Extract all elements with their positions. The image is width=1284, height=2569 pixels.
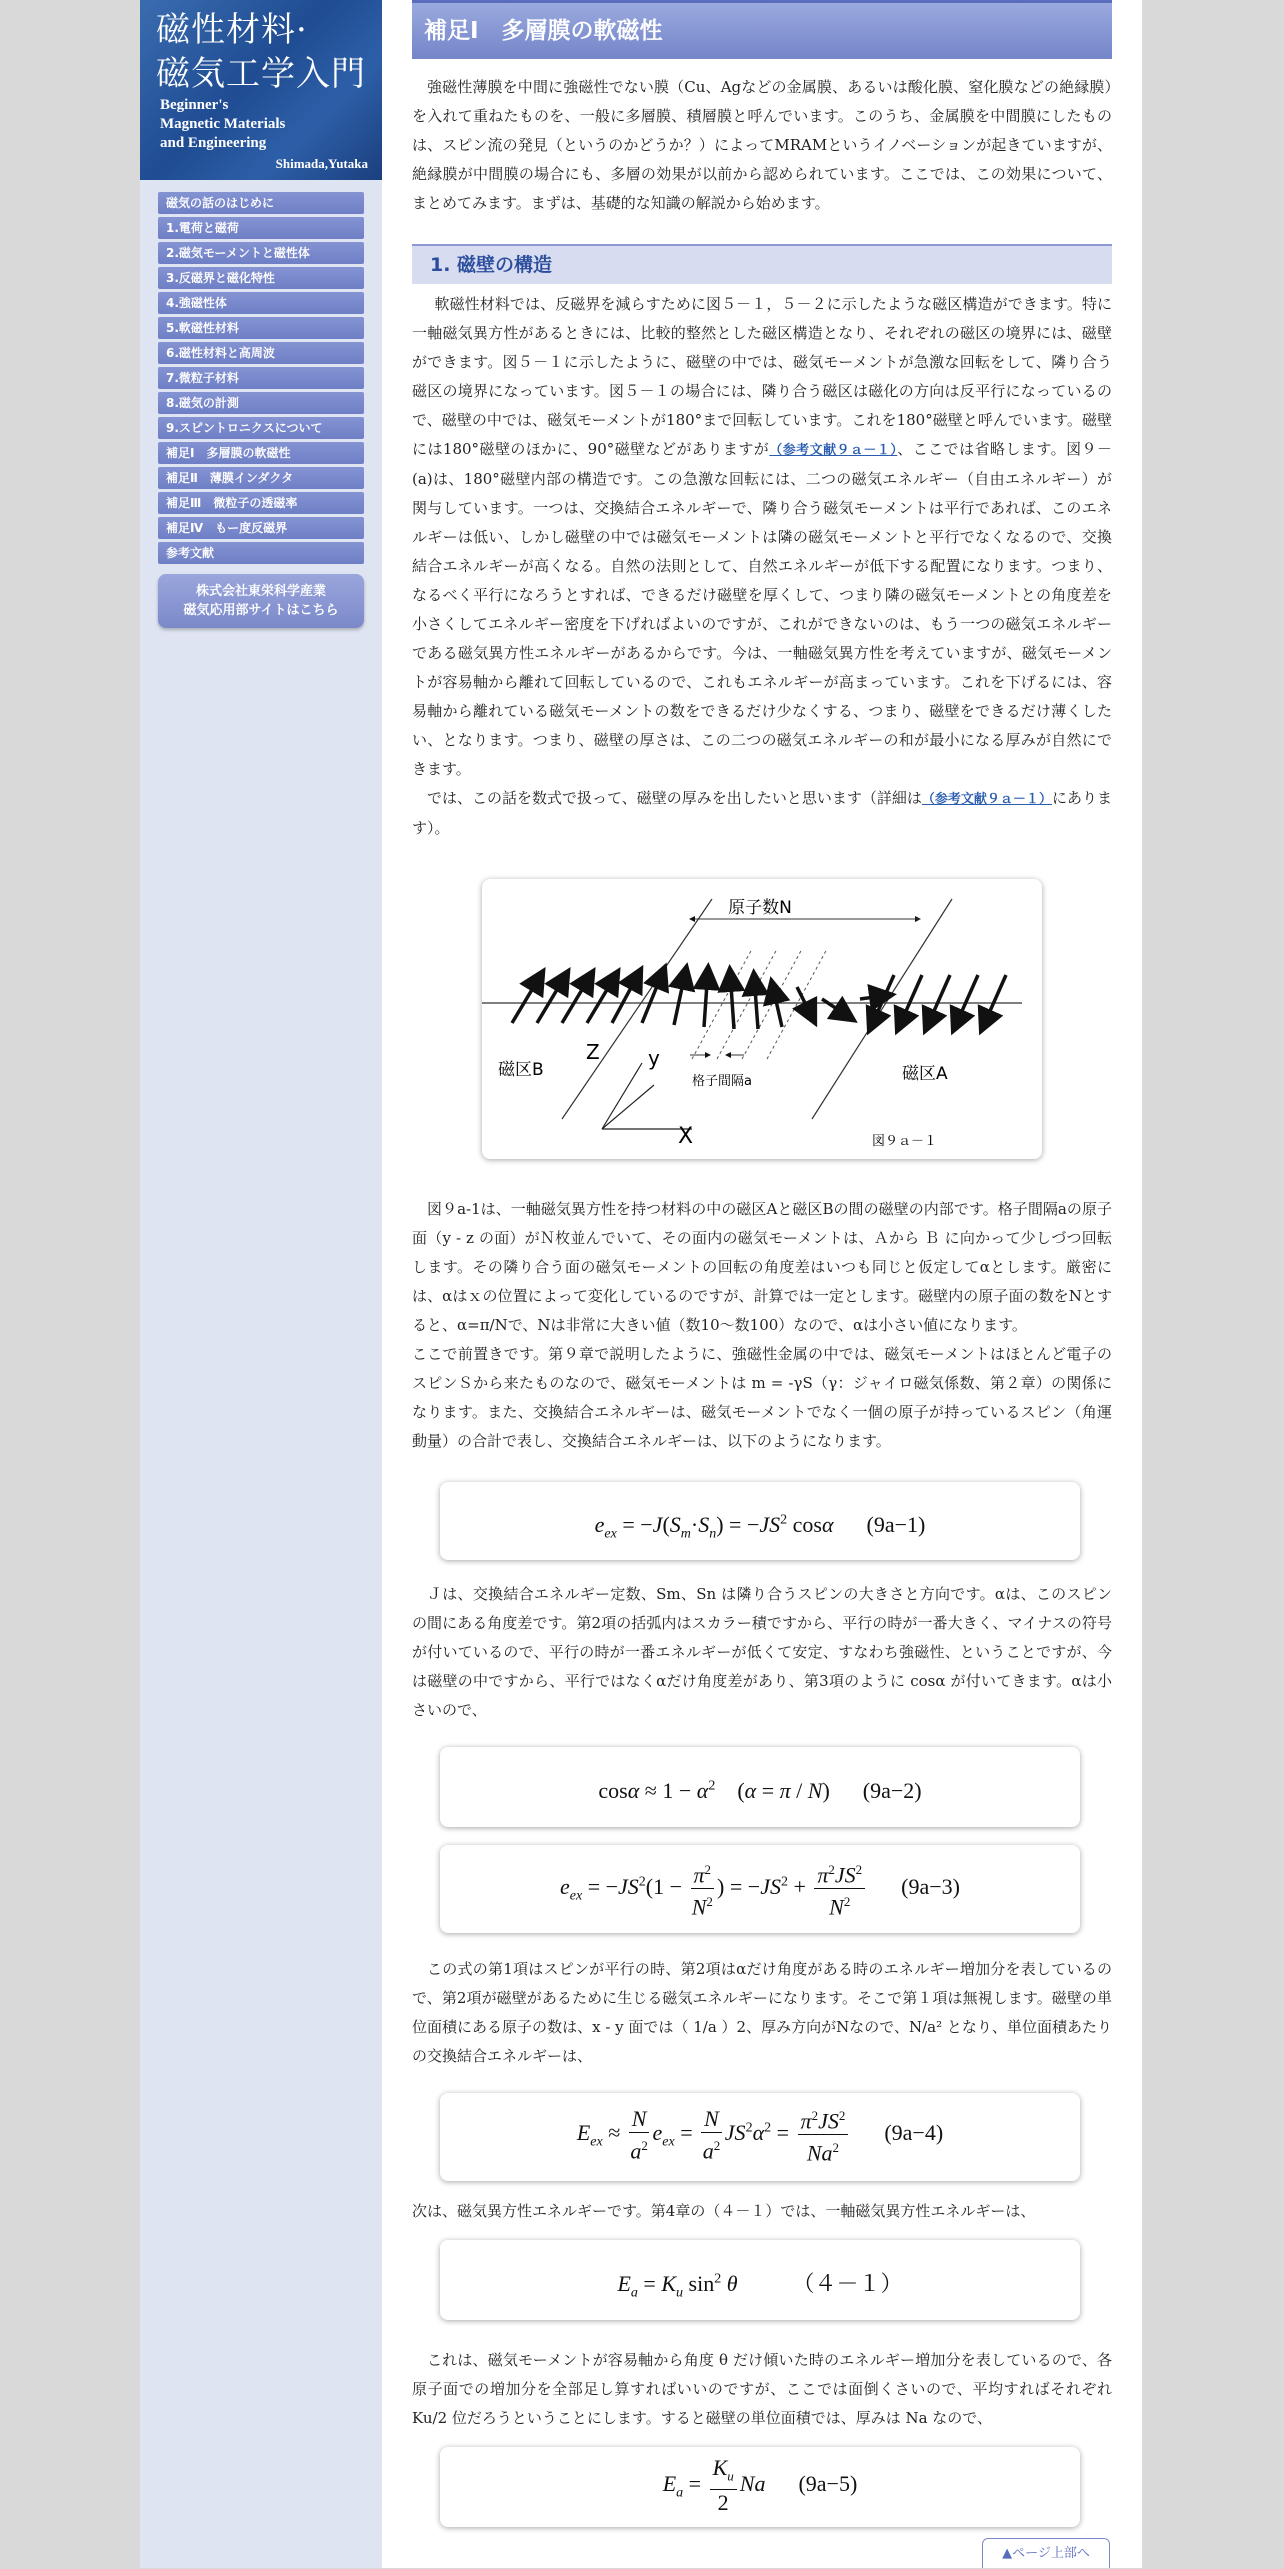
- logo-en-line2: Magnetic Materials: [160, 116, 286, 132]
- label-domain-a: 磁区A: [902, 1064, 948, 1084]
- equation-9a-4: $E_{ex}$ ≈ $\frac{N}{a^2}$ $e_{ex}$ = $\frac{N}{a^2}$ $JS^2\alpha^2$ = $\frac{\pi^2JS^2}{Na^2}$ (9a−4): [440, 2093, 1080, 2181]
- label-domain-b: 磁区B: [498, 1060, 544, 1080]
- equation-label-4-1: （４－１）: [792, 2271, 903, 2297]
- equation-label-9a-5: (9a−5): [798, 2470, 858, 2496]
- nav-item-suppl2[interactable]: 補足Ⅱ 薄膜インダクタ: [158, 467, 364, 489]
- nav-item-suppl1[interactable]: 補足Ⅰ 多層膜の軟磁性: [158, 442, 364, 464]
- nav-item-ch4[interactable]: 4.強磁性体: [158, 292, 364, 314]
- logo-en-line3: and Engineering: [160, 135, 267, 151]
- nav-item-ch8[interactable]: 8.磁気の計測: [158, 392, 364, 414]
- nav-item-ch2[interactable]: 2.磁気モーメントと磁性体: [158, 242, 364, 264]
- paragraph-exchange-energy: Ｊは、交換結合エネルギー定数、Sm、Sn は隣り合うスピンの大きさと方向です。αは、このスピンの間にある角度差です。第2項の括弧内はスカラー積ですから、平行の時が一番大きく、マイナスの符号が付いているので、平行の時が一番エネルギーが低くて安定、すなわち強磁性、ということですが、今は磁壁の中ですから、平行ではなくαだけ角度差があり、第3項のように cosα が付いてきます。αは小さいので、: [412, 1585, 1112, 1719]
- page-wrapper: [140, 0, 1142, 2568]
- reference-link-2[interactable]: （参考文献９ａ－１）: [921, 792, 1052, 807]
- nav-item-ch7[interactable]: 7.微粒子材料: [158, 367, 364, 389]
- nav-item-references[interactable]: 参考文献: [158, 542, 364, 564]
- nav-item-intro[interactable]: 磁気の話のはじめに: [158, 192, 364, 214]
- site-logo[interactable]: [140, 0, 382, 180]
- page-title: 補足Ⅰ 多層膜の軟磁性: [412, 0, 1112, 59]
- nav-item-ch3[interactable]: 3.反磁界と磁化特性: [158, 267, 364, 289]
- reference-link-1[interactable]: （参考文献９ａ－１）: [769, 443, 898, 458]
- nav-item-ch5[interactable]: 5.軟磁性材料: [158, 317, 364, 339]
- label-axis-z: Z: [586, 1040, 600, 1064]
- equation-label-9a-3: (9a−3): [901, 1873, 960, 1899]
- equation-9a-3: $e_{ex} = -JS^2(1$ − $\frac{\pi^2}{N^2}$ ) = $-JS^2$ + $\frac{\pi^2JS^2}{N^2}$ (9a−3): [440, 1845, 1080, 1933]
- label-axis-x: X: [678, 1124, 694, 1149]
- paragraph-anisotropy: 次は、磁気異方性エネルギーです。第4章の（４－１）では、一軸磁気異方性エネルギーは、: [412, 2202, 1036, 2220]
- nav-item-ch6[interactable]: 6.磁性材料と高周波: [158, 342, 364, 364]
- figure-domain-wall: [482, 879, 1042, 1159]
- nav-item-ch1[interactable]: 1.電荷と磁荷: [158, 217, 364, 239]
- intro-paragraph: 強磁性薄膜を中間に強磁性でない膜（Cu、Agなどの金属膜、あるいは酸化膜、窒化膜などの絶縁膜）を入れて重ねたものを、一般に多層膜、積層膜と呼んでいます。このうち、金属膜を中間膜にしたものは、スピン流の発見（というのかどうか？）によってMRAMというイノベーションが起きていますが、絶縁膜が中間膜の場合にも、多層の効果が以前から認められています。ここでは、この効果について、まとめてみます。まずは、基礎的な知識の解説から始めます。: [412, 78, 1112, 212]
- equation-9a-2: $\cos\alpha \approx 1 - \alpha^2$ (α = π / N) (9a−2): [440, 1747, 1080, 1827]
- equation-9a-5: $E_a$ = $\frac{K_u}{2}$ Na (9a−5): [440, 2447, 1080, 2527]
- nav-item-suppl3[interactable]: 補足Ⅲ 微粒子の透磁率: [158, 492, 364, 514]
- label-atom-count: 原子数N: [728, 898, 792, 918]
- label-axis-y: y: [648, 1046, 660, 1070]
- nav-item-suppl4[interactable]: 補足Ⅳ もー度反磁界: [158, 517, 364, 539]
- equation-label-9a-2: (9a−2): [862, 1778, 922, 1804]
- equation-9a-1: $e_{ex} = -J(S_m\cdot S_n) = -JS^2$ cosα (9a−1): [440, 1482, 1080, 1560]
- main-content: [412, 0, 1112, 2527]
- sidebar: [140, 0, 382, 2568]
- back-to-top-button[interactable]: ▲ページ上部へ: [982, 2538, 1110, 2568]
- nav-item-ch9[interactable]: 9.スピントロニクスについて: [158, 417, 364, 439]
- section-heading-domain-wall: 1. 磁壁の構造: [412, 244, 1112, 284]
- company-site-button[interactable]: [158, 574, 364, 628]
- domain-wall-diagram: [482, 879, 1042, 1159]
- logo-en-line1: Beginner's: [160, 97, 229, 113]
- equation-label-9a-1: (9a−1): [866, 1512, 926, 1538]
- company-site-line1: 株式会社東栄科学産業: [195, 584, 326, 599]
- figure-caption: 図９ａ－１: [872, 1134, 938, 1149]
- label-lattice-spacing: 格子間隔a: [692, 1074, 752, 1089]
- paragraph-anisotropy-average: これは、磁気モーメントが容易軸から角度 θ だけ傾いた時のエネルギー増加分を表しているので、各原子面での増加分を全部足し算すればいいのですが、ここでは面倒くさいので、平均すればそれぞれ Ku/2 位だろうということにします。すると磁壁の単位面積では、厚みは Na なので、: [412, 2351, 1112, 2427]
- paragraph-figure-explanation: 図９a-1は、一軸磁気異方性を持つ材料の中の磁区Aと磁区Bの間の磁壁の内部です。格子間隔aの原子面（y - z の面）がＮ枚並んでいて、その面内の磁気モーメントは、Ａから Ｂ に向かって少しづつ回転します。その隣り合う面の磁気モーメントの回転の角度差はいつも同じと仮定してαとします。厳密には、αはｘの位置によって変化しているのですが、計算では一定とします。磁壁内の原子面の数をNとすると、α=π/Nで、Nは非常に大きい値（数10～数100）なので、αは小さい値になります。: [412, 1200, 1112, 1334]
- logo-title-line1: 磁性材料·: [156, 10, 308, 50]
- company-site-line2: 磁気応用部サイトはこちら: [183, 603, 339, 618]
- sidebar-nav: [158, 192, 364, 567]
- logo-title-line2: 磁気工学入門: [156, 54, 366, 94]
- paragraph-first-term: この式の第1項はスピンが平行の時、第2項はαだけ角度がある時のエネルギー増加分を表しているので、第2項が磁壁があるために生じる磁気エネルギーになります。そこで第１項は無視します。磁壁の単位面積にある原子の数は、x - y 面では（ 1/a ）2、厚み方向がNなので、N/a² となり、単位面積あたりの交換結合エネルギーは、: [412, 1960, 1112, 2065]
- logo-author: Shimada,Yutaka: [275, 156, 368, 171]
- paragraph-preamble: ここで前置きです。第９章で説明したように、強磁性金属の中では、磁気モーメントはほとんど電子のスピンＳから来たものなので、磁気モーメントは m = -γS（γ：ジャイロ磁気係数、第２章）の関係になります。また、交換結合エネルギーは、磁気モーメントでなく一個の原子が持っているスピン（角運動量）の合計で表し、交換結合エネルギーは、以下のようになります。: [412, 1345, 1112, 1450]
- paragraph-intro-math: では、この話を数式で扱って、磁壁の厚みを出したいと思います（詳細は（参考文献９ａ－１）にあります）。: [412, 789, 1112, 837]
- paragraph-domain-structure: 軟磁性材料では、反磁界を減らすために図５－１，５－２に示したような磁区構造ができます。特に一軸磁気異方性があるときには、比較的整然とした磁区構造となり、それぞれの磁区の境界には、磁壁ができます。図５－１に示したように、磁壁の中では、磁気モーメントが急激な回転をして、隣り合う磁区の境界になっています。図５－１の場合には、隣り合う磁区は磁化の方向は反平行になっているので、磁壁の中では、磁気モーメントが180°まで回転しています。これを180°磁壁と呼んでいます。磁壁には180°磁壁のほかに、90°磁壁などがありますが（参考文献９ａ－１）、ここでは省略します。図９－(a)は、180°磁壁内部の構造です。この急激な回転には、二つの磁気エネルギー（自由エネルギー）が関与しています。一つは、交換結合エネルギーで、隣り合う磁気モーメントは平行であれば、このエネルギーは低い、しかし磁壁の中では磁気モーメントは隣の磁気モーメントと平行でなくなるので、交換結合エネルギーが高くなる。自然の法則として、自然エネルギーが低下する配置になります。つまり、なるべく平行になろうとすれば、できるだけ磁壁を厚くして、つまり隣の磁気モーメントとの角度差を小さくしてエネルギー密度を下げればよいのですが、これができないのは、もう一つの磁気エネルギーである磁気異方性エネルギーがあるからです。今は、一軸磁気異方性を考えていますが、磁気モーメントが容易軸から離れて回転しているので、これもエネルギーが高まっています。これを下げるには、容易軸から離れている磁気モーメントの数をできるだけ少なくする、つまり、磁壁をできるだけ薄くしたい、となります。つまり、磁壁の厚さは、この二つの磁気エネルギーの和が最小になる厚みが自然にできます。: [412, 295, 1112, 778]
- equation-4-1: $E_a = K_u$ $\sin^2 \theta$ （４－１）: [440, 2240, 1080, 2320]
- equation-label-9a-4: (9a−4): [884, 2119, 944, 2145]
